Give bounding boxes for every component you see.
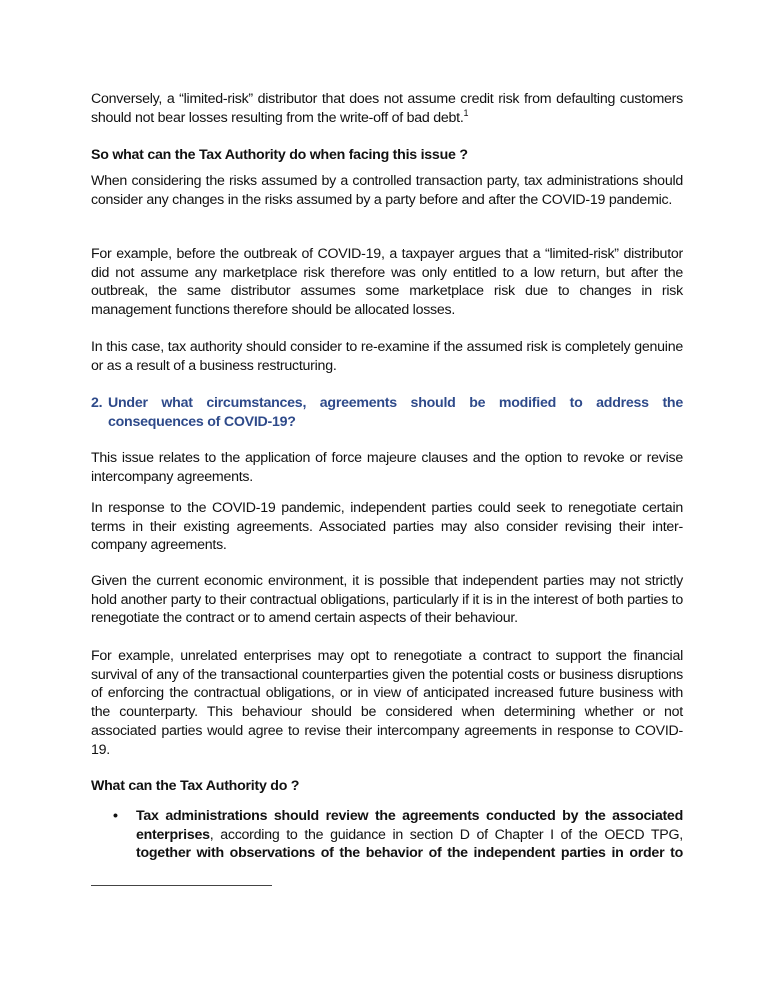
- section-heading-2: [91, 394, 683, 431]
- bullet-icon: •: [113, 808, 118, 824]
- bullet-bold-lead: Tax administrations should review the agreements conducted by the associated enterprises: [136, 808, 683, 843]
- paragraph-re-examine-risk: In this case, tax authority should consider to re-examine if the assumed risk is completely genuine or as a result of a business restructuring.: [91, 339, 683, 374]
- paragraph-example-outbreak: For example, before the outbreak of COVID-19, a taxpayer argues that a “limited-risk” distributor did not assume any marketplace risk therefore was only entitled to a low return, but after the outbreak, the same distributor assumes some marketplace risk due to changes in risk management functions therefore should be allocated losses.: [91, 246, 683, 319]
- subheading-tax-authority-facing-issue: So what can the Tax Authority do when facing this issue ?: [91, 147, 468, 163]
- bullet-bold-tail: together with observations of the behavior of the independent parties in order to: [136, 845, 683, 862]
- paragraph-renegotiate-terms: In response to the COVID-19 pandemic, independent parties could seek to renegotiate certain terms in their existing agreements. Associated parties may also consider revising their inter-company agreements.: [91, 500, 683, 554]
- paragraph-limited-risk-distributor: [91, 90, 683, 127]
- paragraph-text: Conversely, a “limited-risk” distributor that does not assume credit risk from defaulting customers should not bear losses resulting from the write-off of bad debt.: [91, 91, 683, 126]
- paragraph-force-majeure: This issue relates to the application of force majeure clauses and the option to revoke or revise intercompany agreements.: [91, 450, 683, 485]
- footnote-reference[interactable]: 1: [463, 107, 469, 118]
- subheading-what-can-tax-authority-do: What can the Tax Authority do ?: [91, 778, 300, 794]
- paragraph-economic-environment: Given the current economic environment, it is possible that independent parties may not strictly hold another party to their contractual obligations, particularly if it is in the interest of both parties to renegotiate the contract or to amend certain aspects of their behaviour.: [91, 573, 683, 627]
- bullet-normal-text: , according to the guidance in section D of Chapter I of the OECD TPG,: [209, 826, 683, 843]
- footnote-separator-rule: [91, 885, 272, 886]
- section-number: 2.: [91, 395, 103, 411]
- paragraph-risks-assumed: When considering the risks assumed by a controlled transaction party, tax administrations should consider any changes in the risks assumed by a party before and after the COVID-19 pandemic.: [91, 173, 683, 208]
- section-title: Under what circumstances, agreements should be modified to address the consequences of COVID-19?: [108, 395, 683, 430]
- paragraph-unrelated-enterprises: For example, unrelated enterprises may opt to renegotiate a contract to support the financial survival of any of the transactional counterparties given the potential costs or business disruptions of enforcing the contractual obligations, or in view of anticipated increased future business with the counterparty. This behaviour should be considered when determining whether or not associated parties would agree to revise their intercompany agreements in response to COVID-19.: [91, 648, 683, 758]
- bullet-item-review-agreements: [91, 807, 683, 863]
